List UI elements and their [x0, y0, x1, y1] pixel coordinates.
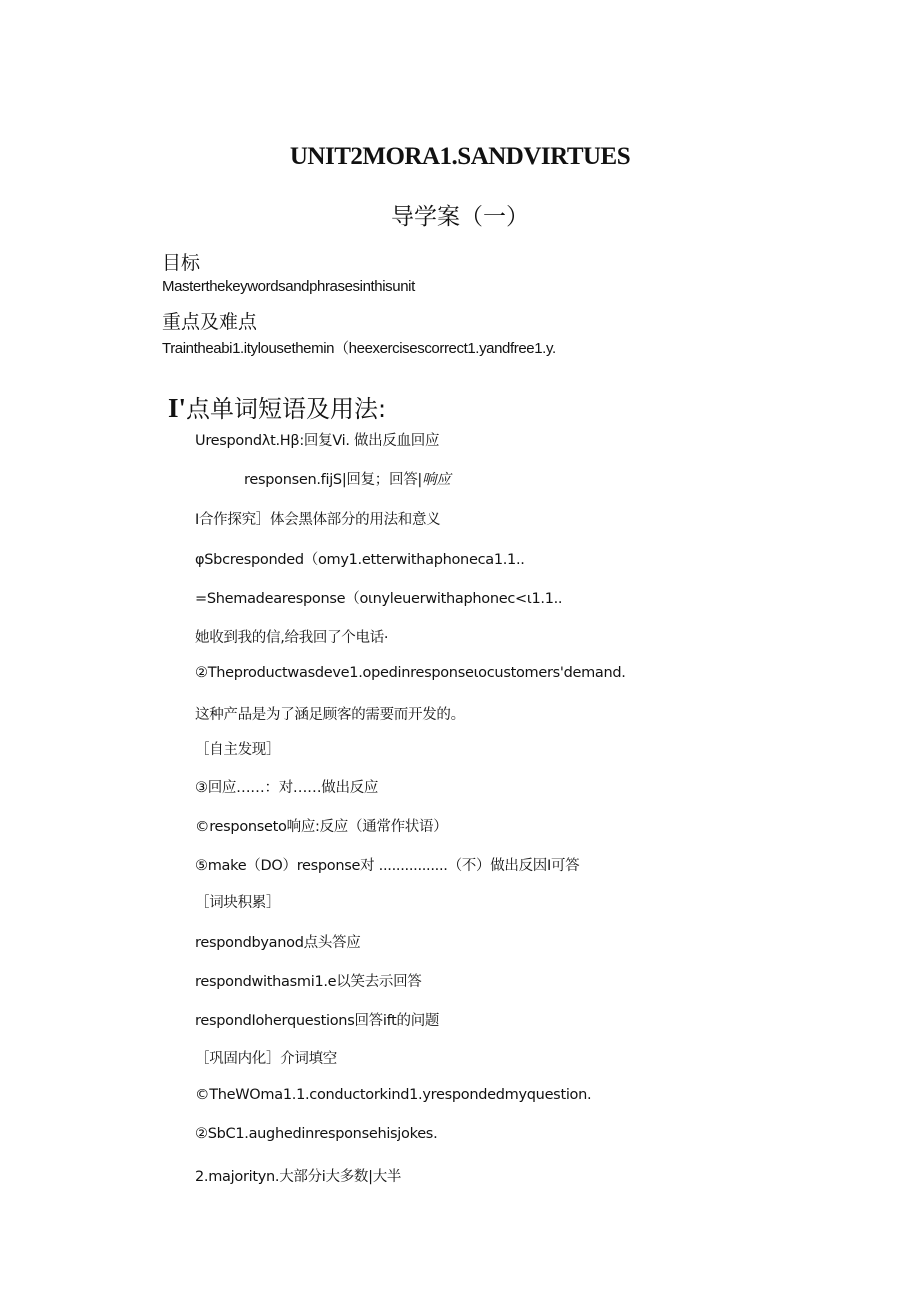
section-heading: [168, 389, 386, 424]
line-chunk-1: respondbyanod点头答应: [195, 935, 361, 951]
section-heading-text: 点单词短语及用法:: [186, 395, 387, 423]
line-discovery-3: ⑤make（DO）response对 ................（不）做出反因I可答: [195, 858, 580, 874]
line-example-1-alt: =Shemadearesponse（oιnyleuerwithaphonec<ι1.1..: [195, 591, 563, 607]
section-roman-numeral: I': [168, 393, 187, 423]
key-points-heading: 重点及难点: [162, 311, 258, 333]
line-response-definition-main: responsen.fijS|回复；回答|: [244, 472, 422, 488]
document-title: UNIT2MORA1.SANDVIRTUES: [289, 143, 631, 170]
line-example-1: φSbcresponded（omy1.etterwithaphoneca1.1..: [195, 552, 525, 568]
line-example-2: ②Theproductwasdeve1.opedinresponseιocustomers'demand.: [195, 665, 626, 681]
line-discovery-1: ③回应……：对……做出反应: [195, 780, 379, 796]
line-response-definition: [244, 468, 450, 489]
line-respond-definition: Urespondλt.Hβ:回复Vi. 做出反血回应: [195, 433, 440, 449]
line-discovery-2: ©responseto响应:反应（通常作状语）: [195, 819, 448, 835]
line-majority-definition: 2.majorityn.大部分i大多数|大半: [195, 1169, 402, 1185]
line-chunk-heading: ［词块积累］: [195, 895, 281, 911]
line-self-discovery-heading: ［自主发现］: [195, 742, 281, 758]
document-subtitle: 导学案（一）: [391, 204, 529, 230]
objectives-heading: 目标: [162, 252, 201, 274]
line-exercise-1: ©TheWOma1.1.conductorkind1.yrespondedmyquestion.: [195, 1087, 592, 1103]
line-example-2-translation: 这种产品是为了涵足顾客的需要而开发的。: [195, 707, 465, 723]
line-example-1-translation: 她收到我的信,给我回了个电话·: [195, 630, 389, 646]
line-exercise-2: ②SbC1.aughedinresponsehisjokes.: [195, 1126, 438, 1142]
line-response-definition-italic: 响应: [422, 472, 451, 488]
line-consolidate-heading: ［巩固内化］介词填空: [195, 1051, 337, 1067]
line-cooperative-explore: I合作探究］体会黑体部分的用法和意义: [195, 512, 441, 528]
line-chunk-3: respondIoherquestions回答ift的问题: [195, 1013, 440, 1029]
objectives-text: Masterthekeywordsandphrasesinthisunit: [162, 278, 415, 295]
key-points-text: Traintheabi1.itylousethemin（heexercisescorrect1.yandfree1.y.: [162, 340, 556, 357]
line-chunk-2: respondwithasmi1.e以笑去示回答: [195, 974, 422, 990]
